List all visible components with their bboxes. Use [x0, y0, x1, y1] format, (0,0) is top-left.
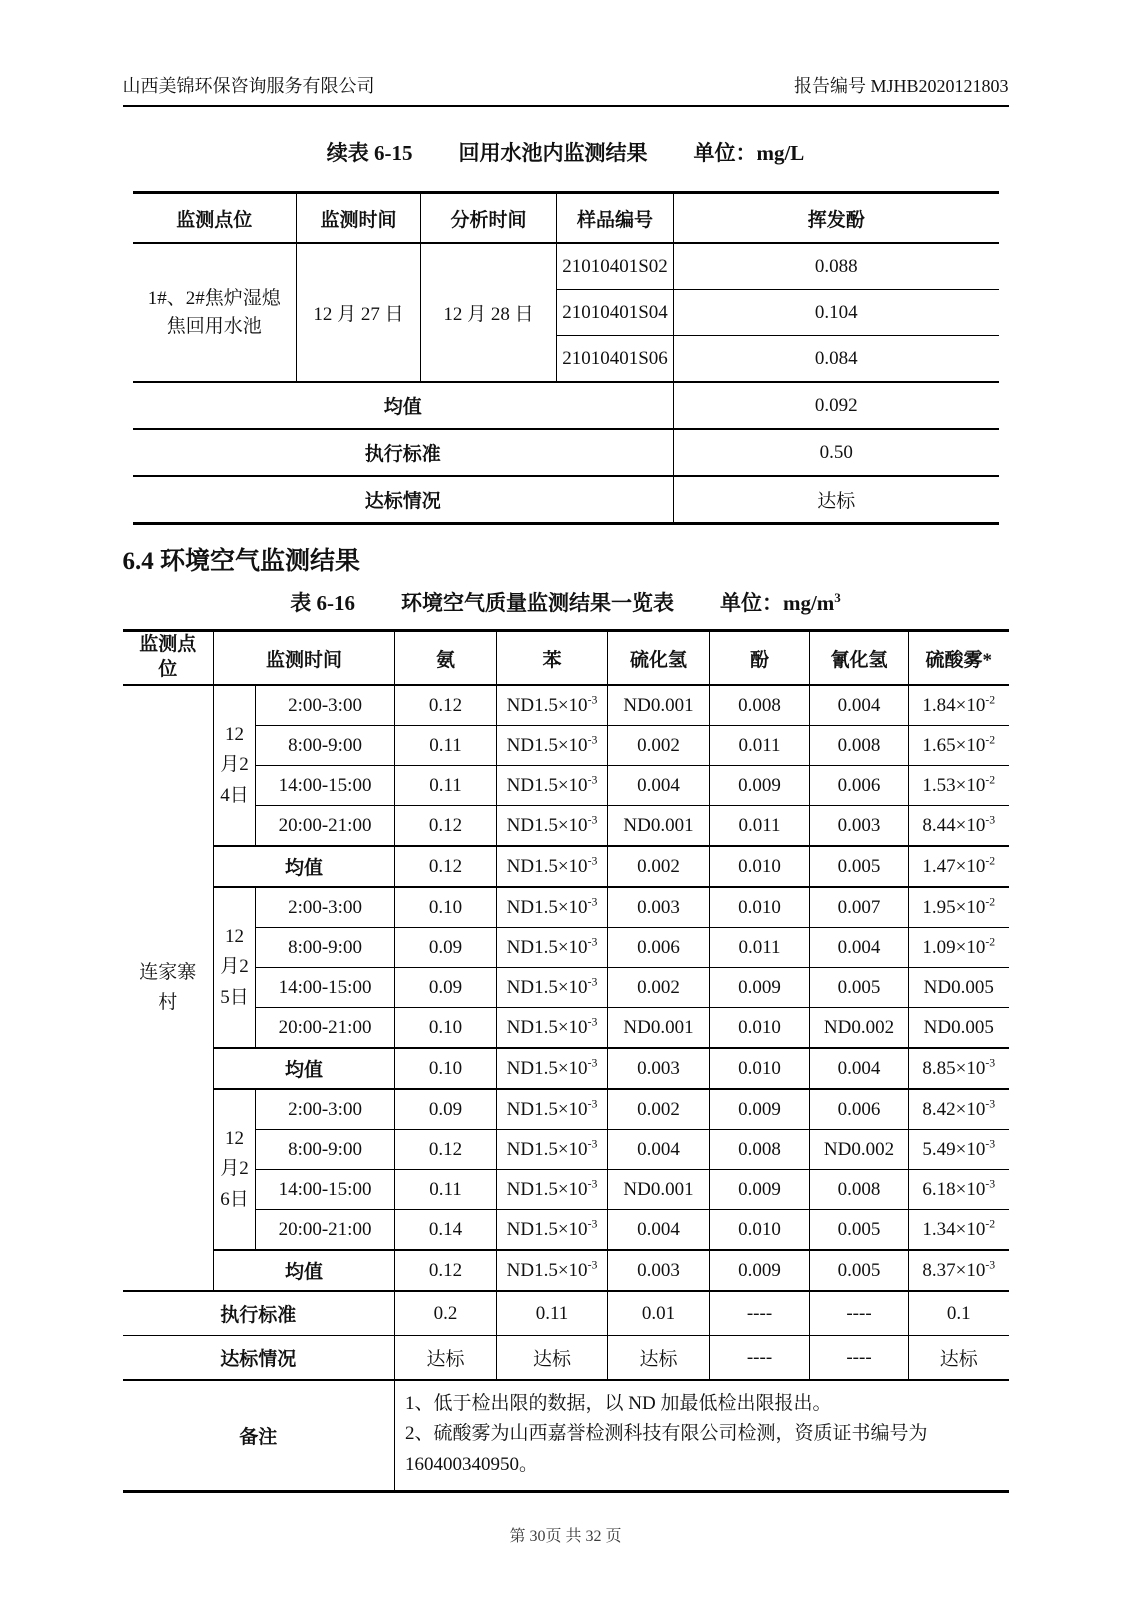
header-cell: 监测时间: [214, 631, 395, 686]
header-cell: 分析时间: [421, 193, 557, 244]
mean-value: 0.004: [810, 1048, 909, 1089]
mean-value: $ND1.5\times 10^{-3}$: [497, 1250, 608, 1291]
value-cell: 0.09: [395, 928, 497, 968]
sample-id-cell: 21010401S02: [557, 243, 674, 290]
monitor-date-cell: 12 月 27 日: [297, 243, 421, 382]
date-cell: 12月26日: [214, 1089, 256, 1250]
compliance-value: 达标: [395, 1336, 497, 1381]
data-row: [123, 806, 1009, 847]
mean-value: 0.002: [608, 846, 710, 887]
value-cell: 0.004: [608, 1130, 710, 1170]
value-cell: 0.14: [395, 1210, 497, 1251]
value-cell: 0.004: [608, 1210, 710, 1251]
header-cell: 样品编号: [557, 193, 674, 244]
value-cell: 0.009: [710, 968, 810, 1008]
value-cell: 0.088: [674, 243, 999, 290]
compliance-value: 达标: [497, 1336, 608, 1381]
value-cell: 0.009: [710, 1170, 810, 1210]
data-row: [123, 726, 1009, 766]
standard-row: [133, 429, 999, 476]
mean-value: $ND1.5\times 10^{-3}$: [497, 1048, 608, 1089]
value-cell: $6.18\times 10^{-3}$: [909, 1170, 1009, 1210]
table16-header-row: [123, 631, 1009, 686]
value-cell: $ND1.5\times 10^{-3}$: [497, 685, 608, 726]
mean-label: 均值: [214, 1048, 395, 1089]
value-cell: 0.010: [710, 1008, 810, 1049]
value-cell: 0.002: [608, 1089, 710, 1130]
value-cell: 0.11: [395, 1170, 497, 1210]
table15-title-unit: 单位：mg/L: [693, 141, 805, 165]
standard-label: 执行标准: [133, 429, 674, 476]
table16-title-prefix: 表 6-16: [290, 591, 355, 615]
table16-title-unit: 单位：$mg/m^3$: [719, 590, 841, 615]
header-cell: 氰化氢: [810, 631, 909, 686]
standard-value: 0.11: [497, 1291, 608, 1336]
remark-row: [123, 1380, 1009, 1492]
value-cell: 0.10: [395, 887, 497, 928]
compliance-label: 达标情况: [133, 476, 674, 524]
value-cell: 0.104: [674, 290, 999, 336]
time-cell: 8:00-9:00: [256, 928, 395, 968]
data-row: [123, 1170, 1009, 1210]
time-cell: 2:00-3:00: [256, 685, 395, 726]
data-row: [123, 968, 1009, 1008]
value-cell: 0.12: [395, 806, 497, 847]
standard-label: 执行标准: [123, 1291, 395, 1336]
value-cell: $1.84\times 10^{-2}$: [909, 685, 1009, 726]
time-cell: 8:00-9:00: [256, 1130, 395, 1170]
compliance-value: 达标: [817, 491, 856, 512]
mean-row: [123, 846, 1009, 887]
value-cell: 0.008: [710, 685, 810, 726]
value-cell: $ND1.5\times 10^{-3}$: [497, 1170, 608, 1210]
compliance-row: [133, 476, 999, 524]
value-cell: 0.010: [710, 887, 810, 928]
data-row: [123, 1210, 1009, 1251]
value-cell: $ND1.5\times 10^{-3}$: [497, 766, 608, 806]
time-cell: 14:00-15:00: [256, 968, 395, 1008]
value-cell: $ND1.5\times 10^{-3}$: [497, 1089, 608, 1130]
value-cell: 0.008: [810, 726, 909, 766]
data-row: [123, 1008, 1009, 1049]
header-cell: 苯: [497, 631, 608, 686]
value-cell: 0.009: [710, 766, 810, 806]
compliance-value: ----: [810, 1336, 909, 1381]
value-cell: $ND1.5\times 10^{-3}$: [497, 806, 608, 847]
mean-value: $ND1.5\times 10^{-3}$: [497, 846, 608, 887]
value-cell: 0.004: [810, 685, 909, 726]
mean-value: 0.005: [810, 1250, 909, 1291]
doc-header: [123, 72, 1009, 107]
header-cell: 硫化氢: [608, 631, 710, 686]
time-cell: 20:00-21:00: [256, 1210, 395, 1251]
remark-line: 2、硫酸雾为山西嘉誉检测科技有限公司检测，资质证书编号为160400340950。: [405, 1423, 928, 1475]
value-cell: 0.006: [810, 766, 909, 806]
value-cell: 0.008: [710, 1130, 810, 1170]
standard-value: ----: [810, 1291, 909, 1336]
value-cell: ND0.005: [909, 1008, 1009, 1049]
page-content: [123, 72, 1009, 1493]
standard-value: 0.2: [395, 1291, 497, 1336]
standard-value: 0.50: [674, 429, 999, 476]
mean-value: $8.37\times 10^{-3}$: [909, 1250, 1009, 1291]
header-cell: 挥发酚: [674, 193, 999, 244]
value-cell: 0.003: [810, 806, 909, 847]
value-cell: 0.004: [608, 766, 710, 806]
mean-value: 0.12: [395, 1250, 497, 1291]
section-heading: 6.4 环境空气监测结果: [122, 548, 361, 575]
data-row: [123, 887, 1009, 928]
value-cell: $1.34\times 10^{-2}$: [909, 1210, 1009, 1251]
recycled-water-table: [133, 191, 999, 525]
value-cell: 0.12: [395, 685, 497, 726]
mean-value: $8.85\times 10^{-3}$: [909, 1048, 1009, 1089]
mean-label: 均值: [133, 382, 674, 429]
date-cell: 12月25日: [214, 887, 256, 1048]
time-cell: 20:00-21:00: [256, 806, 395, 847]
report-number: 报告编号 MJHB2020121803: [793, 76, 1009, 96]
date-cell: 12月24日: [214, 685, 256, 846]
value-cell: 0.10: [395, 1008, 497, 1049]
value-cell: 0.002: [608, 726, 710, 766]
mean-value: 0.003: [608, 1250, 710, 1291]
table15-title-main: 回用水池内监测结果: [458, 141, 648, 165]
value-cell: 0.09: [395, 968, 497, 1008]
remark-label: 备注: [123, 1380, 395, 1492]
header-cell: 酚: [710, 631, 810, 686]
standard-value: 0.1: [909, 1291, 1009, 1336]
header-cell: 监测点位: [133, 193, 297, 244]
time-cell: 2:00-3:00: [256, 887, 395, 928]
mean-row: [123, 1250, 1009, 1291]
mean-value: 0.10: [395, 1048, 497, 1089]
value-cell: 0.006: [608, 928, 710, 968]
value-cell: $8.42\times 10^{-3}$: [909, 1089, 1009, 1130]
mean-value: 0.003: [608, 1048, 710, 1089]
value-cell: 0.005: [810, 968, 909, 1008]
mean-label: 均值: [214, 1250, 395, 1291]
value-cell: ND0.002: [810, 1008, 909, 1049]
value-cell: 0.008: [810, 1170, 909, 1210]
standard-row: [123, 1291, 1009, 1336]
value-cell: 0.11: [395, 726, 497, 766]
value-cell: $ND1.5\times 10^{-3}$: [497, 1008, 608, 1049]
mean-value: $1.47\times 10^{-2}$: [909, 846, 1009, 887]
value-cell: 0.004: [810, 928, 909, 968]
sample-id-cell: 21010401S06: [557, 336, 674, 383]
value-cell: ND0.001: [608, 1170, 710, 1210]
value-cell: $8.44\times 10^{-3}$: [909, 806, 1009, 847]
value-cell: ND0.001: [608, 1008, 710, 1049]
value-cell: 0.011: [710, 726, 810, 766]
header-cell: 氨: [395, 631, 497, 686]
table16-title: [123, 587, 1009, 617]
value-cell: $ND1.5\times 10^{-3}$: [497, 928, 608, 968]
value-cell: ND0.001: [608, 806, 710, 847]
data-row: [123, 928, 1009, 968]
time-cell: 2:00-3:00: [256, 1089, 395, 1130]
value-cell: 0.006: [810, 1089, 909, 1130]
value-cell: 0.007: [810, 887, 909, 928]
value-cell: 0.009: [710, 1089, 810, 1130]
sample-row: [133, 243, 999, 290]
remark-text: [395, 1380, 1009, 1492]
standard-value: ----: [710, 1291, 810, 1336]
table16-title-main: 环境空气质量监测结果一览表: [400, 591, 674, 615]
standard-value: 0.01: [608, 1291, 710, 1336]
value-cell: $ND1.5\times 10^{-3}$: [497, 968, 608, 1008]
time-cell: 20:00-21:00: [256, 1008, 395, 1049]
page-footer: [0, 1523, 1131, 1546]
value-cell: ND0.002: [810, 1130, 909, 1170]
data-row: [123, 685, 1009, 726]
mean-value: 0.005: [810, 846, 909, 887]
time-cell: 14:00-15:00: [256, 1170, 395, 1210]
data-row: [123, 766, 1009, 806]
compliance-label: 达标情况: [123, 1336, 395, 1381]
value-cell: 0.010: [710, 1210, 810, 1251]
compliance-value: 达标: [608, 1336, 710, 1381]
mean-label: 均值: [214, 846, 395, 887]
mean-value: 0.092: [674, 382, 999, 429]
value-cell: 0.084: [674, 336, 999, 383]
value-cell: ND0.001: [608, 685, 710, 726]
page-number: 第 30页 共 32 页: [509, 1528, 622, 1546]
data-row: [123, 1089, 1009, 1130]
mean-value: 0.12: [395, 846, 497, 887]
value-cell: 0.003: [608, 887, 710, 928]
time-cell: 14:00-15:00: [256, 766, 395, 806]
value-cell: 0.09: [395, 1089, 497, 1130]
mean-row: [123, 1048, 1009, 1089]
data-row: [123, 1130, 1009, 1170]
mean-value: 0.009: [710, 1250, 810, 1291]
sample-id-cell: 21010401S04: [557, 290, 674, 336]
value-cell: $ND1.5\times 10^{-3}$: [497, 1130, 608, 1170]
site-cell: 连家寨村: [123, 685, 214, 1291]
time-cell: 8:00-9:00: [256, 726, 395, 766]
value-cell: 0.011: [710, 928, 810, 968]
site-cell: 1#、2#焦炉湿熄焦回用水池: [133, 243, 297, 382]
table15-title: [123, 137, 1009, 167]
header-cell: 监测点位: [123, 631, 214, 686]
mean-row: [133, 382, 999, 429]
value-cell: 0.002: [608, 968, 710, 1008]
mean-value: 0.010: [710, 1048, 810, 1089]
value-cell: 0.005: [810, 1210, 909, 1251]
mean-value: 0.010: [710, 846, 810, 887]
value-cell: $ND1.5\times 10^{-3}$: [497, 726, 608, 766]
value-cell: ND0.005: [909, 968, 1009, 1008]
table15-title-prefix: 续表 6-15: [326, 141, 413, 165]
value-cell: $1.09\times 10^{-2}$: [909, 928, 1009, 968]
remark-line: 1、低于检出限的数据，以 ND 加最低检出限报出。: [405, 1393, 832, 1414]
header-cell: 监测时间: [297, 193, 421, 244]
value-cell: 0.11: [395, 766, 497, 806]
value-cell: $ND1.5\times 10^{-3}$: [497, 1210, 608, 1251]
header-cell: 硫酸雾*: [909, 631, 1009, 686]
value-cell: $ND1.5\times 10^{-3}$: [497, 887, 608, 928]
table15-header-row: [133, 193, 999, 244]
compliance-value: 达标: [909, 1336, 1009, 1381]
compliance-value: ----: [710, 1336, 810, 1381]
analysis-date-cell: 12 月 28 日: [421, 243, 557, 382]
value-cell: $5.49\times 10^{-3}$: [909, 1130, 1009, 1170]
value-cell: $1.95\times 10^{-2}$: [909, 887, 1009, 928]
value-cell: $1.53\times 10^{-2}$: [909, 766, 1009, 806]
value-cell: $1.65\times 10^{-2}$: [909, 726, 1009, 766]
value-cell: 0.12: [395, 1130, 497, 1170]
company-name: 山西美锦环保咨询服务有限公司: [122, 76, 375, 96]
compliance-row: [123, 1336, 1009, 1381]
air-quality-table: [123, 629, 1009, 1493]
value-cell: 0.011: [710, 806, 810, 847]
